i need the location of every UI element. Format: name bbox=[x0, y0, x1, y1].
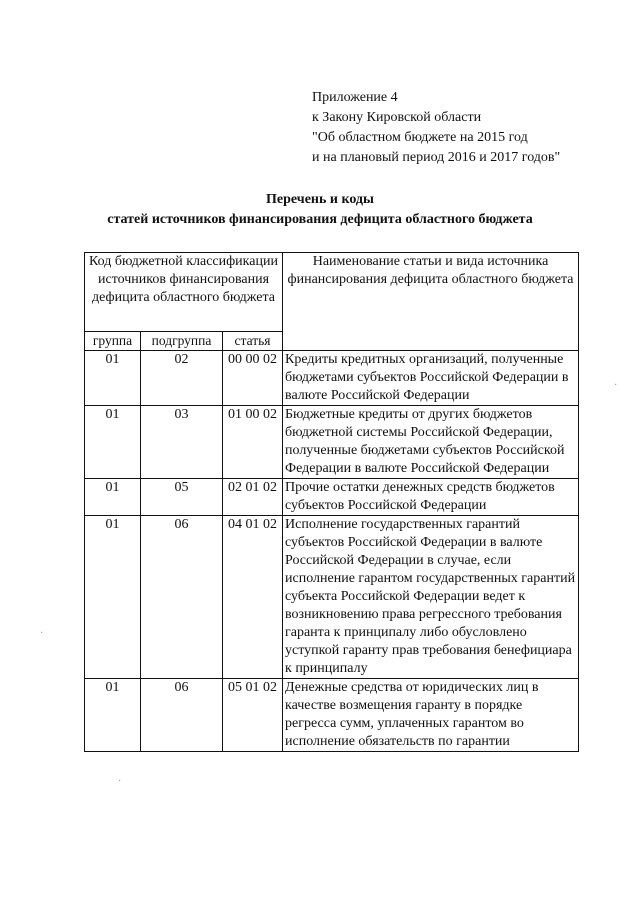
table-row bbox=[85, 406, 579, 479]
row-subgroup: 06 bbox=[141, 516, 223, 679]
row-article: 01 00 02 bbox=[223, 406, 283, 479]
scan-speck: · bbox=[118, 776, 122, 787]
row-group: 01 bbox=[85, 679, 141, 752]
row-article: 04 01 02 bbox=[223, 516, 283, 679]
row-subgroup: 05 bbox=[141, 479, 223, 516]
title-line-2: статей источников финансирования дефицита областного бюджета bbox=[107, 212, 533, 227]
row-article: 02 01 02 bbox=[223, 479, 283, 516]
row-name: Денежные средства от юридических лиц в качестве возмещения гаранту в порядке регресса сумм, уплаченных гарантом во исполнение обязательств по гарантии bbox=[283, 679, 579, 752]
appendix-law-period: и на плановый период 2016 и 2017 годов" bbox=[312, 150, 561, 165]
row-group: 01 bbox=[85, 479, 141, 516]
header-group: группа bbox=[85, 332, 141, 351]
row-subgroup: 06 bbox=[141, 679, 223, 752]
row-group: 01 bbox=[85, 406, 141, 479]
row-subgroup: 02 bbox=[141, 351, 223, 406]
header-article: статья bbox=[223, 332, 283, 351]
header-article-name: Наименование статьи и вида источника финансирования дефицита областного бюджета bbox=[283, 253, 579, 351]
appendix-number: Приложение 4 bbox=[312, 90, 398, 105]
row-group: 01 bbox=[85, 516, 141, 679]
table-row bbox=[85, 516, 579, 679]
row-name: Исполнение государственных гарантий субъектов Российской Федерации в валюте Российской Федерации в случае, если исполнение гарантом государственных гарантий субъекта Российской Федерации ведет к возникновению права регрессного требования гаранта к принципалу либо обусловлено уступкой гаранту прав требования бенефициара к принципалу bbox=[283, 516, 579, 679]
table-row bbox=[85, 479, 579, 516]
row-article: 05 01 02 bbox=[223, 679, 283, 752]
scan-speck: · bbox=[40, 628, 44, 639]
row-subgroup: 03 bbox=[141, 406, 223, 479]
scan-speck: · bbox=[614, 380, 618, 391]
row-article: 00 00 02 bbox=[223, 351, 283, 406]
document-title bbox=[0, 190, 640, 230]
appendix-law-title: "Об областном бюджете на 2015 год bbox=[312, 130, 528, 145]
table-row bbox=[85, 679, 579, 752]
row-group: 01 bbox=[85, 351, 141, 406]
table-row bbox=[85, 351, 579, 406]
codes-table bbox=[84, 252, 579, 752]
row-name: Бюджетные кредиты от других бюджетов бюджетной системы Российской Федерации, полученные бюджетами субъектов Российской Федерации в валюте Российской Федерации bbox=[283, 406, 579, 479]
appendix-law-ref: к Закону Кировской области bbox=[312, 110, 482, 125]
row-name: Прочие остатки денежных средств бюджетов субъектов Российской Федерации bbox=[283, 479, 579, 516]
appendix-heading bbox=[312, 88, 560, 168]
header-budget-code: Код бюджетной классификации источников финансирования дефицита областного бюджета bbox=[85, 253, 283, 332]
header-subgroup: подгруппа bbox=[141, 332, 223, 351]
title-line-1: Перечень и коды bbox=[266, 192, 374, 207]
row-name: Кредиты кредитных организаций, полученные бюджетами субъектов Российской Федерации в валюте Российской Федерации bbox=[283, 351, 579, 406]
